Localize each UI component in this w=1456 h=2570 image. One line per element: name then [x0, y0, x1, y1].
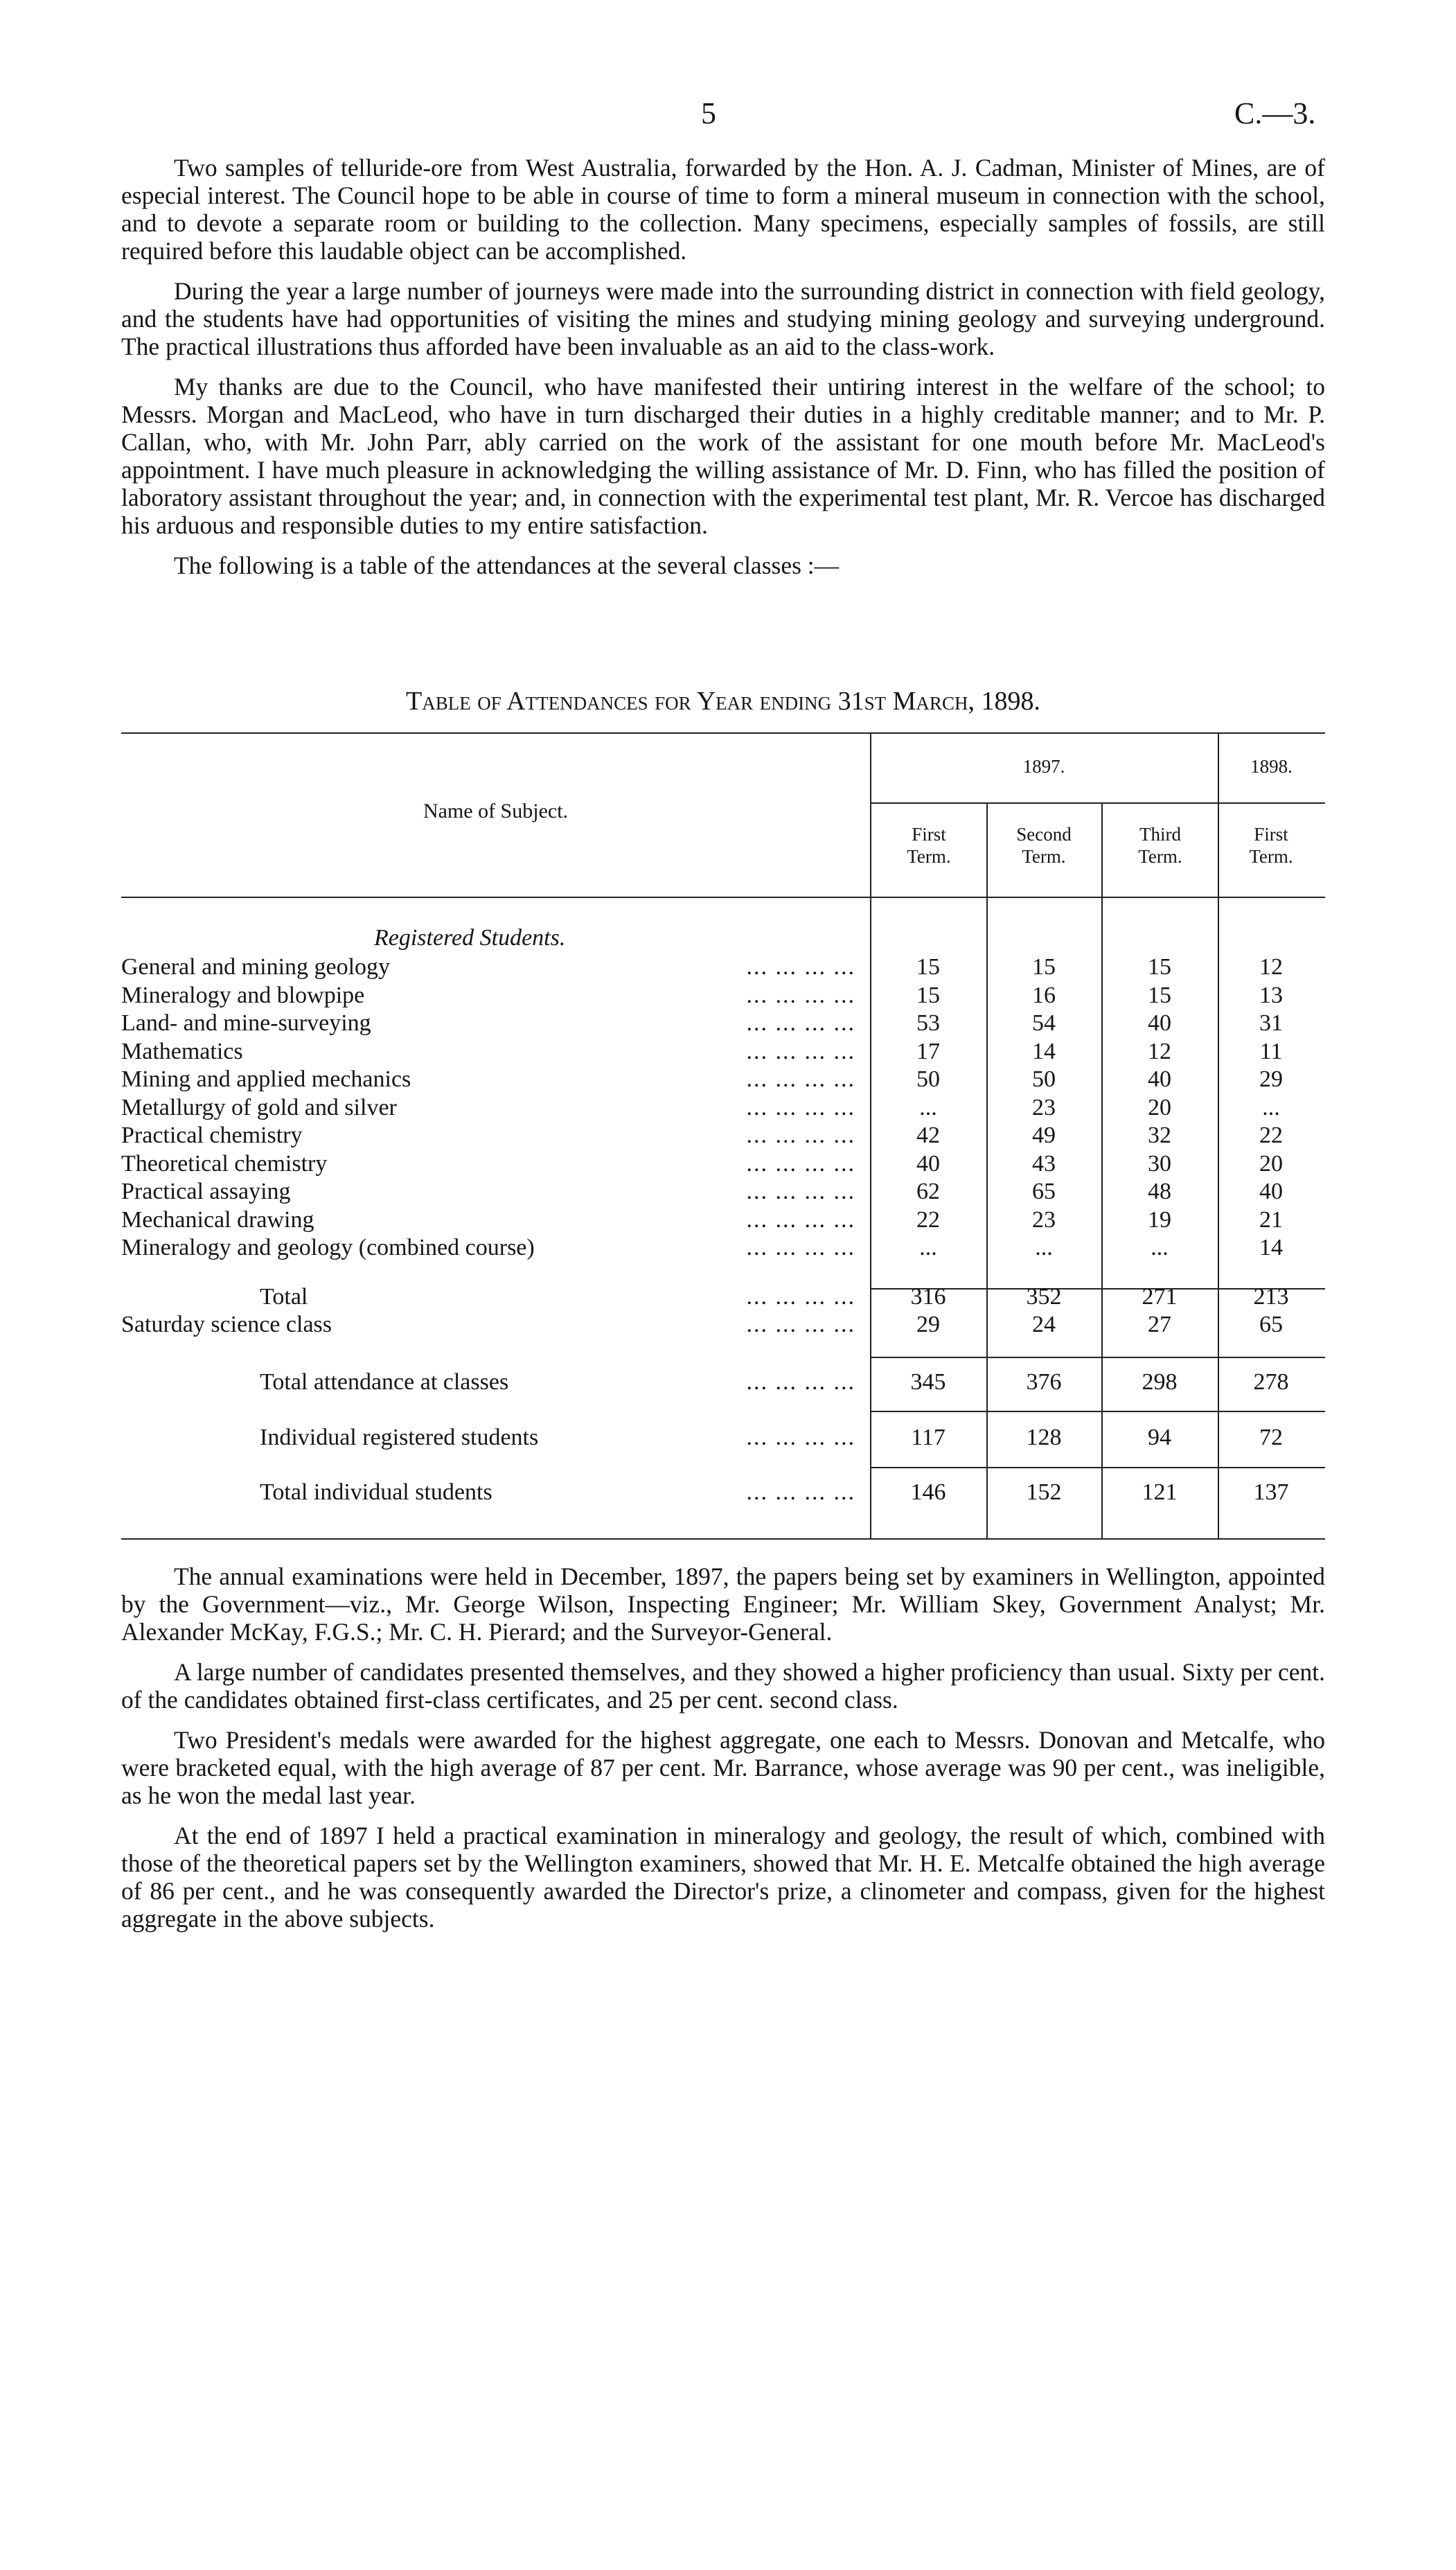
table-cell: 15: [916, 954, 940, 980]
leader-dots: ... ... ... ...: [746, 1066, 855, 1092]
table-cell: 54: [1032, 1010, 1056, 1036]
subject-name: Mining and applied mechanics: [121, 1066, 411, 1092]
table-cell: 49: [1032, 1123, 1056, 1148]
col-divider: [870, 732, 871, 1538]
table-cell: 121: [1142, 1479, 1178, 1505]
table-cell: 65: [1259, 1312, 1283, 1337]
table-cell: 24: [1032, 1312, 1056, 1337]
row-label: [121, 1311, 855, 1339]
paragraph: My thanks are due to the Council, who have manifested their untiring interest in the welfare of the school; to Messrs. Morgan and MacLeod, who have in turn discharged their duties in a highly creditable manner; and to Mr. P. Callan, who, with Mr. John Parr, ably carried on the work of the assistant for one mouth before Mr. MacLeod's appointment. I have much pleasure in acknowledging the willing assistance of Mr. D. Finn, who has filled the position of laboratory assistant throughout the year; and, in connection with the experimental test plant, Mr. R. Vercoe has discharged his arduous and responsible duties to my entire satisfaction.: [121, 373, 1325, 539]
table-cell: 53: [916, 1010, 940, 1036]
table-cell: 298: [1142, 1369, 1178, 1395]
table-cell: ...: [919, 1094, 937, 1120]
paragraph: The annual examinations were held in December, 1897, the papers being set by examiners in Wellington, appointed by the Government—viz., Mr. George Wilson, Inspecting Engineer; Mr. William Skey, Government Analyst; Mr. Alexander McKay, F.G.S.; Mr. C. H. Pierard; and the Surveyor-General.: [121, 1563, 1325, 1646]
subject-name: Total: [260, 1284, 308, 1310]
row-label: [260, 1368, 855, 1396]
summary-rule-1: [870, 1357, 1325, 1358]
table-cell: 17: [916, 1038, 940, 1064]
table-cell: 345: [910, 1369, 946, 1395]
table-cell: 48: [1148, 1179, 1171, 1204]
table-cell: 21: [1259, 1206, 1283, 1233]
page-number: 5: [701, 96, 716, 130]
table-cell: 14: [1032, 1038, 1056, 1064]
paragraph: Two samples of telluride-ore from West Australia, forwarded by the Hon. A. J. Cadman, Minister of Mines, are of especial interest. The Council hope to be able in course of time to form a mineral museum in connection with the school, and to devote a separate room or building to the collection. Many specimens, especially samples of fossils, are still required before this laudable object can be accomplished.: [121, 154, 1325, 265]
table-cell: 94: [1148, 1425, 1171, 1450]
leader-dots: ... ... ... ...: [746, 1038, 855, 1064]
term-header: Second Term.: [1016, 824, 1072, 867]
table-cell: ...: [919, 1235, 937, 1260]
table-cell: 15: [1032, 954, 1056, 980]
paragraph: Two President's medals were awarded for the highest aggregate, one each to Messrs. Donovan and Metcalfe, who were bracketed equal, with the high average of 87 per cent. Mr. Barrance, whose average was 90 per cent., was ineligible, as he won the medal last year.: [121, 1726, 1325, 1809]
document-reference: C.—3.: [1234, 96, 1316, 130]
year-1898-header: 1898.: [1250, 756, 1293, 777]
summary-rule-2: [870, 1411, 1325, 1412]
row-label: [121, 982, 855, 1010]
table-cell: 278: [1253, 1369, 1289, 1395]
subject-name: Mechanical drawing: [121, 1206, 314, 1233]
paragraph: At the end of 1897 I held a practical examination in mineralogy and geology, the result of which, combined with those of the theoretical papers set by the Wellington examiners, showed that Mr. H. E. Metcalfe obtained the high average of 86 per cent., and he was consequently awarded the Director's prize, a clinometer and compass, given for the highest aggregate in the above subjects.: [121, 1822, 1325, 1933]
table-cell: 117: [911, 1425, 945, 1450]
table-cell: 14: [1259, 1235, 1283, 1260]
leader-dots: ... ... ... ...: [746, 1369, 855, 1395]
subject-name: Mathematics: [121, 1038, 243, 1064]
term-header: First Term.: [1249, 824, 1293, 867]
row-label: [121, 1178, 855, 1206]
table-cell: ...: [1035, 1235, 1053, 1260]
table-cell: ...: [1151, 1235, 1169, 1260]
paragraph: A large number of candidates presented themselves, and they showed a higher proficiency than usual. Sixty per cent. of the candidates obtained first-class certificates, and 25 per cent. second class.: [121, 1658, 1325, 1714]
name-of-subject-header: Name of Subject.: [423, 800, 569, 822]
leader-dots: ... ... ... ...: [746, 1123, 855, 1148]
table-cell: 15: [1148, 954, 1171, 980]
table-cell: 11: [1259, 1038, 1283, 1064]
leader-dots: ... ... ... ...: [746, 1010, 855, 1036]
table-cell: 19: [1148, 1206, 1171, 1233]
term-header: Third Term.: [1138, 824, 1182, 867]
table-cell: 43: [1032, 1150, 1056, 1177]
table-cell: 15: [916, 982, 940, 1008]
year-rule: [870, 802, 1325, 804]
subject-name: Mineralogy and blowpipe: [121, 982, 365, 1008]
row-label: [121, 1122, 855, 1150]
table-cell: 23: [1032, 1094, 1056, 1120]
table-top-rule: [121, 732, 1325, 734]
table-cell: 42: [916, 1123, 940, 1148]
row-label: [121, 1038, 855, 1066]
leader-dots: ... ... ... ...: [746, 1150, 855, 1177]
table-cell: 12: [1259, 954, 1283, 980]
year-1897-header: 1897.: [1022, 756, 1065, 777]
leader-dots: ... ... ... ...: [746, 1425, 855, 1450]
leader-dots: ... ... ... ...: [746, 1179, 855, 1204]
table-cell: 65: [1032, 1179, 1056, 1204]
subject-name: Metallurgy of gold and silver: [121, 1094, 397, 1120]
header-bottom-rule: [121, 897, 1325, 898]
col-divider: [1101, 802, 1103, 1538]
table-cell: 137: [1253, 1479, 1289, 1505]
row-label: [260, 1424, 855, 1452]
paragraph: The following is a table of the attendances at the several classes :—: [174, 552, 840, 579]
row-label: [121, 1066, 855, 1093]
table-cell: ...: [1262, 1094, 1280, 1120]
subject-name: Mineralogy and geology (combined course): [121, 1235, 535, 1260]
closing-text: [121, 1563, 1325, 1945]
subject-name: Theoretical chemistry: [121, 1150, 328, 1177]
table-cell: 213: [1253, 1284, 1289, 1310]
table-cell: 27: [1148, 1312, 1171, 1337]
table-cell: 20: [1148, 1094, 1171, 1120]
table-cell: 16: [1032, 982, 1056, 1008]
row-label: [121, 1094, 855, 1122]
subject-name: Practical assaying: [121, 1179, 291, 1204]
subject-name: Practical chemistry: [121, 1123, 303, 1148]
table-cell: 376: [1026, 1369, 1062, 1395]
table-cell: 62: [916, 1179, 940, 1204]
table-cell: 22: [1259, 1123, 1283, 1148]
intro-text: [121, 154, 1325, 592]
registered-students-subheading: Registered Students.: [374, 925, 566, 951]
leader-dots: ... ... ... ...: [746, 1284, 855, 1310]
table-cell: 20: [1259, 1150, 1283, 1177]
summary-rule-3: [870, 1467, 1325, 1468]
table-cell: 40: [916, 1150, 940, 1177]
subject-name: Individual registered students: [260, 1425, 539, 1450]
table-cell: 15: [1148, 982, 1171, 1008]
table-cell: 40: [1148, 1066, 1171, 1092]
subject-name: Total attendance at classes: [260, 1369, 509, 1395]
leader-dots: ... ... ... ...: [746, 1094, 855, 1120]
row-label: [121, 1234, 855, 1262]
col-divider: [986, 802, 988, 1538]
leader-dots: ... ... ... ...: [746, 1235, 855, 1260]
table-cell: 23: [1032, 1206, 1056, 1233]
table-cell: 72: [1259, 1425, 1283, 1450]
table-cell: 22: [916, 1206, 940, 1233]
row-label: [260, 1283, 855, 1311]
table-cell: 50: [916, 1066, 940, 1092]
row-label: [121, 1010, 855, 1037]
table-cell: 152: [1026, 1479, 1062, 1505]
row-label: [121, 1150, 855, 1178]
row-label: [260, 1479, 855, 1506]
table-caption: Table of Attendances for Year ending 31st March, 1898.: [406, 687, 1040, 716]
table-cell: 50: [1032, 1066, 1056, 1092]
table-bottom-rule: [121, 1538, 1325, 1540]
table-cell: 13: [1259, 982, 1283, 1008]
table-cell: 40: [1259, 1179, 1283, 1204]
table-cell: 29: [1259, 1066, 1283, 1092]
table-cell: 146: [910, 1479, 946, 1505]
table-cell: 40: [1148, 1010, 1171, 1036]
row-label: [121, 1206, 855, 1234]
table-cell: 271: [1142, 1284, 1178, 1310]
subject-name: General and mining geology: [121, 954, 391, 980]
leader-dots: ... ... ... ...: [746, 1479, 855, 1505]
table-cell: 31: [1259, 1010, 1283, 1036]
table-cell: 316: [910, 1284, 946, 1310]
subject-name: Saturday science class: [121, 1312, 332, 1337]
subject-name: Land- and mine-surveying: [121, 1010, 371, 1036]
table-cell: 352: [1026, 1284, 1062, 1310]
row-label: [121, 953, 855, 981]
table-cell: 30: [1148, 1150, 1171, 1177]
subject-name: Total individual students: [260, 1479, 492, 1505]
leader-dots: ... ... ... ...: [746, 1206, 855, 1233]
term-header: First Term.: [907, 824, 951, 867]
leader-dots: ... ... ... ...: [746, 954, 855, 980]
leader-dots: ... ... ... ...: [746, 982, 855, 1008]
table-cell: 32: [1148, 1123, 1171, 1148]
table-cell: 29: [916, 1312, 940, 1337]
paragraph: During the year a large number of journeys were made into the surrounding district in connection with field geology, and the students have had opportunities of visiting the mines and studying mining geology and surveying underground. The practical illustrations thus afforded have been invaluable as an aid to the class-work.: [121, 277, 1325, 360]
leader-dots: ... ... ... ...: [746, 1312, 855, 1337]
table-cell: 12: [1148, 1038, 1171, 1064]
table-cell: 128: [1026, 1425, 1062, 1450]
